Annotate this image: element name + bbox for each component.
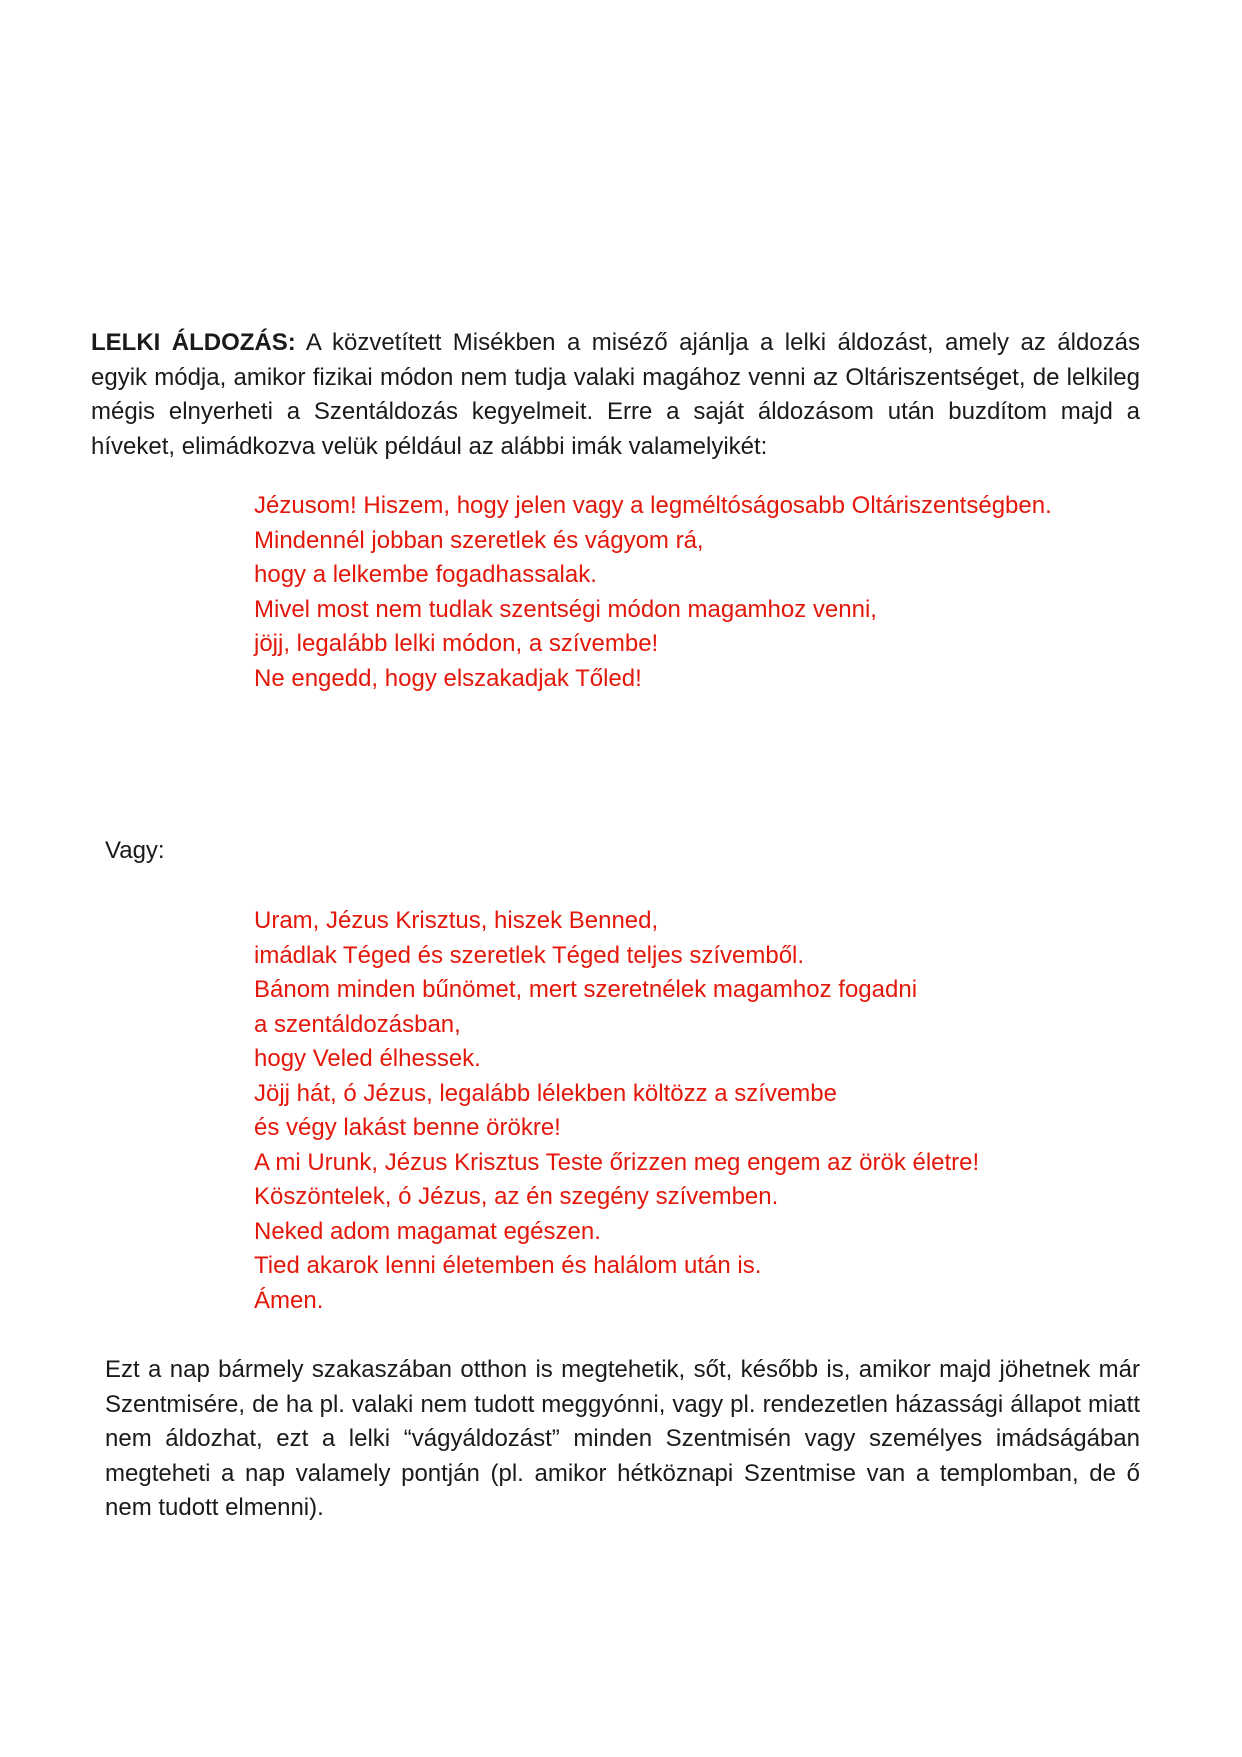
prayer-line: Ne engedd, hogy elszakadjak Tőled! [254,664,642,692]
prayer-line: Bánom minden bűnömet, mert szeretnélek magamhoz fogadni [254,976,918,1003]
intro-body: A közvetített Misékben a miséző ajánlja a lelki áldozást, amely az áldozás egyik módja, amikor fizikai módon nem tudja valaki magához venni az Oltáriszentséget, de lelkileg mégis elnyerheti a Szentáldozás kegyelmeit. Erre a saját áldozásom után buzdítom majd a híveket, elimádkozva velük például az alábbi imák valamelyikét: [91,329,1140,460]
prayer-line: imádlak Téged és szeretlek Téged teljes szívemből. [254,941,805,969]
or-label: Vagy: [105,837,165,864]
prayer-line: Uram, Jézus Krisztus, hiszek Benned, [254,907,659,934]
prayer-line: Köszöntelek, ó Jézus, az én szegény szívemben. [254,1183,779,1210]
prayer-line: Ámen. [254,1286,324,1314]
prayer-line: Jézusom! Hiszem, hogy jelen vagy a legméltóságosabb Oltáriszentségben. [254,492,1052,519]
prayer-line: hogy Veled élhessek. [254,1045,481,1072]
prayer-line: Mivel most nem tudlak szentségi módon magamhoz venni, [254,595,877,623]
prayer-1 [254,489,1052,696]
prayer-line: Mindennél jobban szeretlek és vágyom rá, [254,526,704,554]
prayer-line: Jöjj hát, ó Jézus, legalább lélekben költözz a szívembe [254,1079,837,1107]
prayer-line: a szentáldozásban, [254,1010,461,1038]
closing-paragraph: Ezt a nap bármely szakaszában otthon is megtehetik, sőt, később is, amikor majd jöhetnek már Szentmisére, de ha pl. valaki nem tudott meggyónni, vagy pl. rendezetlen házassági állapot miatt nem áldozhat, ezt a lelki “vágyáldozást” minden Szentmisén vagy személyes imádságában megteheti a nap valamely pontján (pl. amikor hétköznapi Szentmise van a templomban, de ő nem tudott elmenni). [105,1356,1140,1521]
prayer-line: Tied akarok lenni életemben és halálom után is. [254,1252,762,1279]
prayer-2 [254,904,979,1318]
prayer-line: és végy lakást benne örökre! [254,1114,561,1141]
prayer-line: jöjj, legalább lelki módon, a szívembe! [254,630,659,657]
intro-heading: LELKI ÁLDOZÁS: [91,329,296,356]
prayer-line: A mi Urunk, Jézus Krisztus Teste őrizzen meg engem az örök életre! [254,1148,980,1176]
intro-paragraph [91,326,1140,464]
prayer-line: hogy a lelkembe fogadhassalak. [254,561,597,588]
prayer-line: Neked adom magamat egészen. [254,1217,601,1245]
